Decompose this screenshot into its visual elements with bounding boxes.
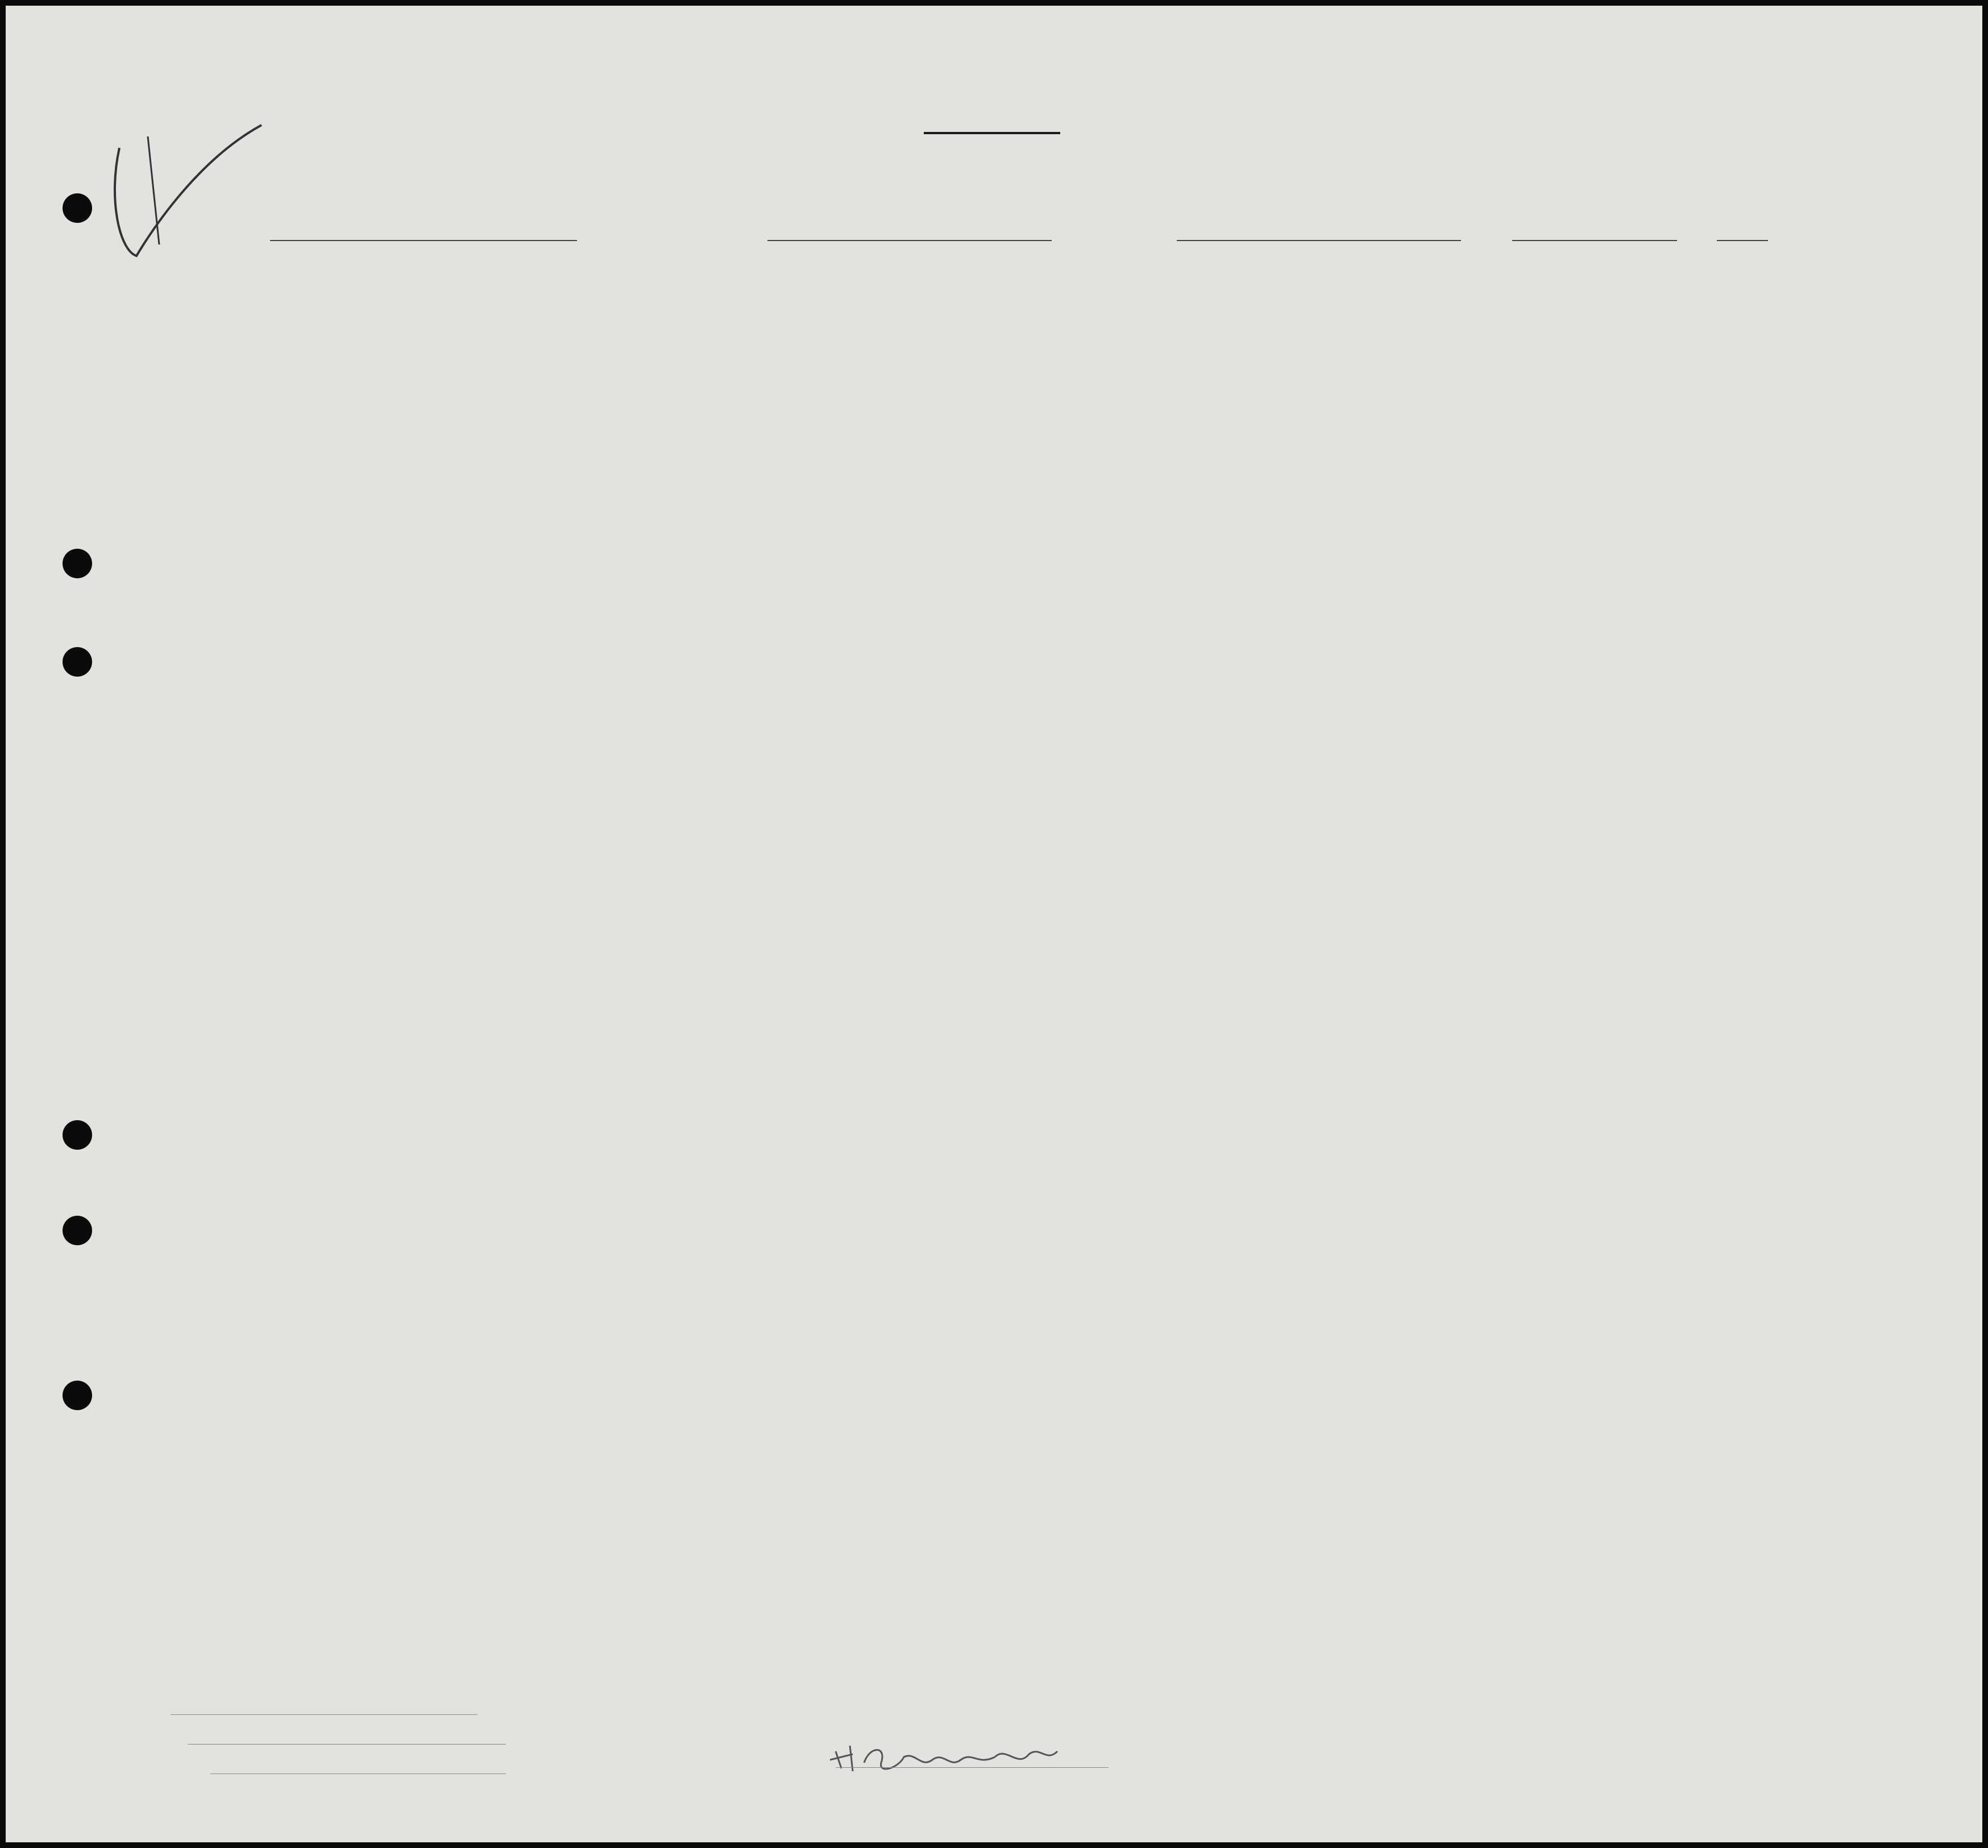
manifest-sheet bbox=[6, 6, 1982, 1842]
manifest-table-grid bbox=[6, 6, 1982, 1842]
inspector-signature bbox=[824, 1729, 1097, 1780]
